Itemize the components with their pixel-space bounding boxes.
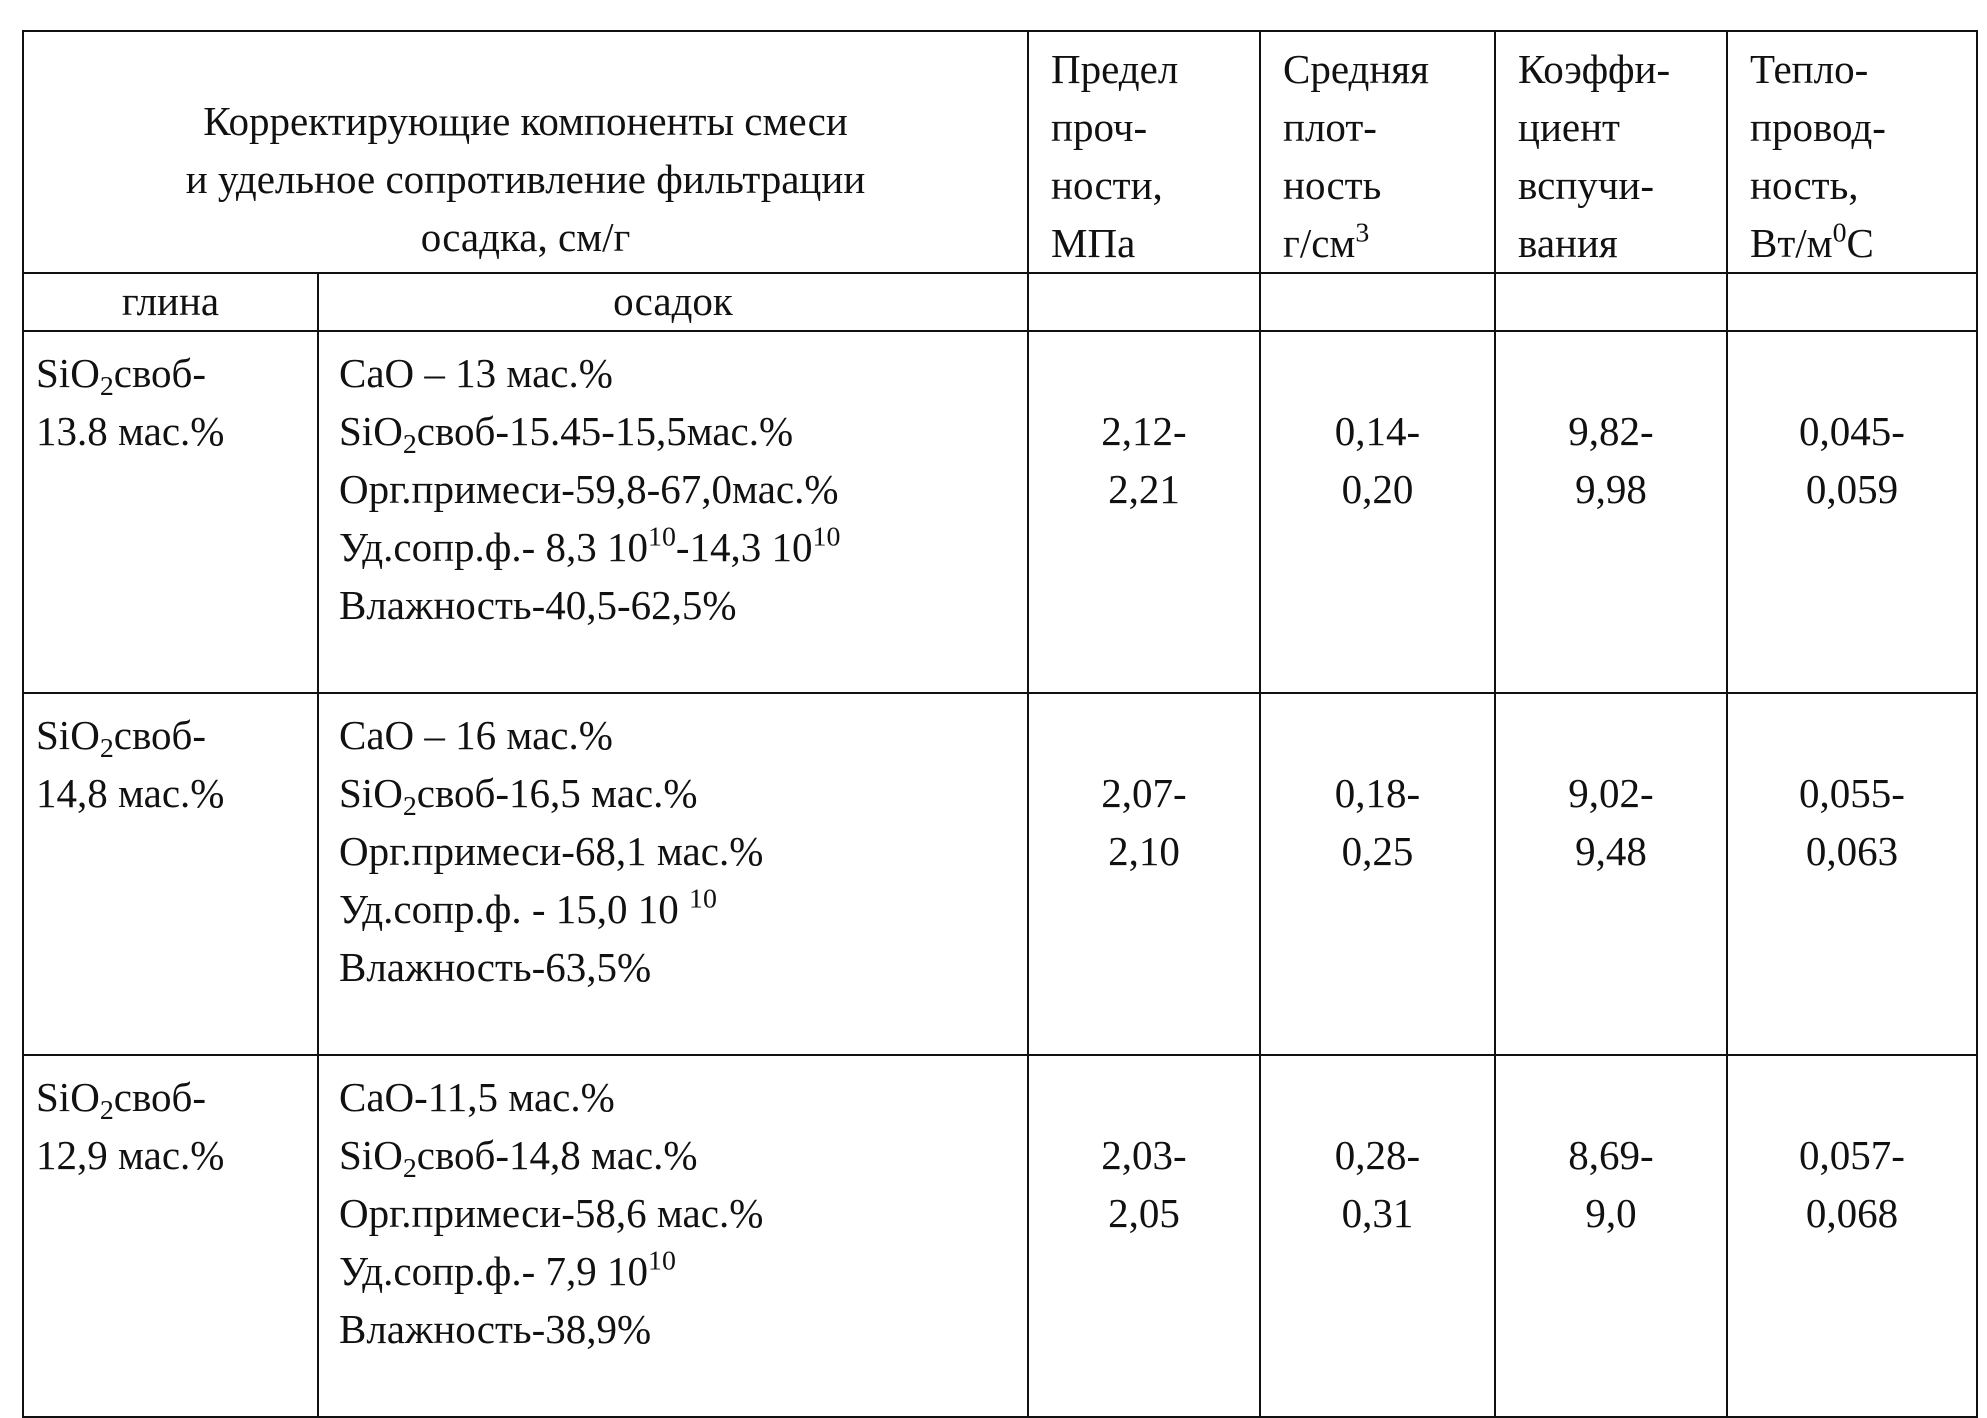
empty-cell [1727,273,1977,331]
density-cell: 0,14- 0,20 [1260,331,1495,693]
header-components-line: осадка, см/г [420,214,631,260]
table-row [23,693,1977,1055]
strength-cell: 2,07- 2,10 [1028,693,1260,1055]
strength-cell: 2,03- 2,05 [1028,1055,1260,1417]
empty-cell [1495,273,1727,331]
properties-table [22,30,1978,1418]
density-unit: $г/см^3$ [1283,217,1370,266]
clay-cell: SiO$_2$своб- 12,9 мас.% [23,1055,318,1417]
table-row [23,1055,1977,1417]
header-expansion: Коэффи- циент вспучи- вания [1495,31,1727,273]
conductivity-cell: 0,057- 0,068 [1727,1055,1977,1417]
sediment-cell: CaO-11,5 мас.% SiO$_2$своб-14,8 мас.% Орг.примеси-58,6 мас.% Уд.сопр.ф.- 7,9 $10^{10}$ Влажность-38,9% [318,1055,1028,1417]
subheader-clay: глина [23,273,318,331]
conductivity-unit: $Вт/м^0С$ [1750,217,1874,266]
conductivity-cell: 0,045- 0,059 [1727,331,1977,693]
expansion-cell: 8,69- 9,0 [1495,1055,1727,1417]
sediment-cell: CaO – 16 мас.% SiO$_2$своб-16,5 мас.% Орг.примеси-68,1 мас.% Уд.сопр.ф. - 15,0 10 $^{10}$ Влажность-63,5% [318,693,1028,1055]
expansion-cell: 9,82- 9,98 [1495,331,1727,693]
density-cell: 0,18- 0,25 [1260,693,1495,1055]
header-components [23,31,1028,273]
conductivity-cell: 0,055- 0,063 [1727,693,1977,1055]
table-row [23,331,1977,693]
clay-cell: SiO$_2$своб- 13.8 мас.% [23,331,318,693]
empty-cell [1260,273,1495,331]
header-components-line: Корректирующие компоненты смеси [203,98,848,144]
clay-cell: SiO$_2$своб- 14,8 мас.% [23,693,318,1055]
header-density: Средняя плот- ность $г/см^3$ [1260,31,1495,273]
density-cell: 0,28- 0,31 [1260,1055,1495,1417]
header-conductivity: Тепло- провод- ность, $Вт/м^0С$ [1727,31,1977,273]
header-components-line: и удельное сопротивление фильтрации [185,156,866,202]
sediment-cell: CaO – 13 мас.% SiO$_2$своб-15.45-15,5мас.% Орг.примеси-59,8-67,0мас.% Уд.сопр.ф.- 8,3 $10^{10}-14,3$ $10^{10}$ Влажность-40,5-62,5% [318,331,1028,693]
strength-cell: 2,12- 2,21 [1028,331,1260,693]
subheader-row [23,273,1977,331]
empty-cell [1028,273,1260,331]
header-strength: Предел проч- ности, МПа [1028,31,1260,273]
subheader-sediment: осадок [318,273,1028,331]
expansion-cell: 9,02- 9,48 [1495,693,1727,1055]
header-row [23,31,1977,273]
